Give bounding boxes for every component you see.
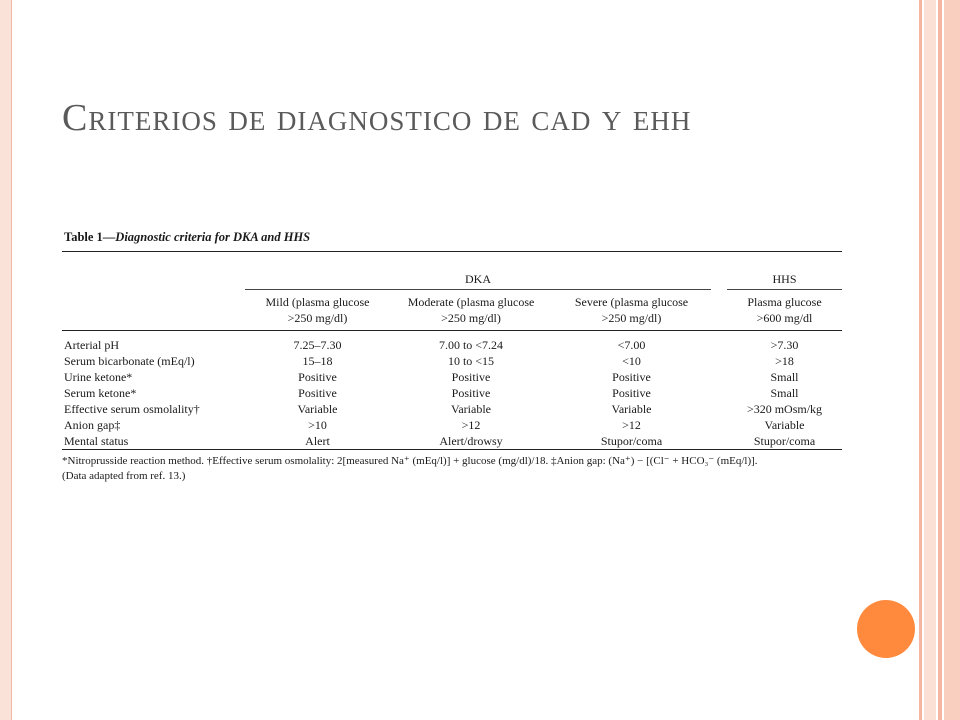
row-label: Urine ketone* (64, 370, 133, 384)
table-row (62, 401, 842, 417)
table-row (62, 433, 842, 449)
table-cell: 15–18 (302, 354, 333, 368)
table-cell: Stupor/coma (600, 434, 663, 448)
table-caption-text: Diagnostic criteria for DKA and HHS (115, 230, 311, 244)
row-label: Mental status (64, 434, 129, 448)
group-header-hhs: HHS (727, 252, 842, 290)
column-header-row (62, 290, 842, 331)
row-label: Serum bicarbonate (mEq/l) (64, 354, 195, 368)
table-cell: <10 (622, 354, 641, 368)
table-row (62, 417, 842, 433)
table-cell: Small (770, 370, 799, 384)
table-row (62, 369, 842, 385)
group-header-dka: DKA (245, 252, 711, 290)
table-cell: Variable (297, 402, 338, 416)
table-row (62, 353, 842, 369)
table-cell: >7.30 (770, 338, 799, 352)
table-caption (62, 230, 842, 252)
table-cell: >320 mOsm/kg (746, 402, 823, 416)
table-cell: >12 (622, 418, 641, 432)
diagnostic-criteria-table (62, 230, 842, 484)
table-row (62, 331, 842, 354)
table-cell: Variable (764, 418, 805, 432)
row-label: Effective serum osmolality† (64, 402, 200, 416)
row-label: Anion gap‡ (64, 418, 121, 432)
column-header-hhs: Plasma glucose >600 mg/dl (747, 295, 822, 325)
table-cell: 7.00 to <7.24 (438, 338, 504, 352)
slide-title: Criterios de diagnostico de cad y ehh (62, 97, 692, 139)
table-row (62, 385, 842, 401)
decor-stripe (919, 0, 922, 720)
footnote-line: *Nitroprusside reaction method. †Effective serum osmolality: 2[measured Na⁺ (mEq/l)] + glucose (mg/dl)/18. ‡Anion gap: (Na⁺) − [(Cl⁻ + HCO₃⁻ (mEq/l)]. (62, 455, 758, 467)
table-cell: Stupor/coma (753, 434, 816, 448)
row-label: Arterial pH (64, 338, 119, 352)
decor-stripe (924, 0, 936, 720)
table-cell: 10 to <15 (447, 354, 495, 368)
column-header-mild: Mild (plasma glucose >250 mg/dl) (265, 295, 370, 325)
table-cell: Alert/drowsy (439, 434, 503, 448)
column-header-severe: Severe (plasma glucose >250 mg/dl) (574, 295, 689, 325)
column-header-moderate: Moderate (plasma glucose >250 mg/dl) (407, 295, 535, 325)
table-cell: Positive (451, 386, 491, 400)
table-cell: Positive (298, 386, 337, 400)
accent-circle (857, 600, 915, 658)
footnote-source: (Data adapted from ref. 13.) (62, 470, 186, 482)
table-footnote (62, 449, 842, 484)
table-cell: Positive (298, 370, 337, 384)
table-caption-label: Table 1— (64, 230, 116, 244)
table-cell: <7.00 (617, 338, 646, 352)
decor-stripe (944, 0, 960, 720)
table-cell: >12 (461, 418, 481, 432)
table-cell: >18 (775, 354, 794, 368)
criteria-table (62, 252, 842, 449)
table-cell: 7.25–7.30 (293, 338, 342, 352)
table-cell: Small (770, 386, 799, 400)
table-cell: Variable (451, 402, 491, 416)
table-cell: Positive (451, 370, 491, 384)
row-label: Serum ketone* (64, 386, 137, 400)
table-cell: Alert (305, 434, 330, 448)
decor-stripe (938, 0, 942, 720)
slide-left-border (0, 0, 12, 720)
group-header-row (62, 252, 842, 290)
table-cell: Variable (611, 402, 652, 416)
table-cell: Positive (612, 370, 651, 384)
slide-right-decoration (916, 0, 960, 720)
table-cell: Positive (612, 386, 651, 400)
table-cell: >10 (308, 418, 327, 432)
